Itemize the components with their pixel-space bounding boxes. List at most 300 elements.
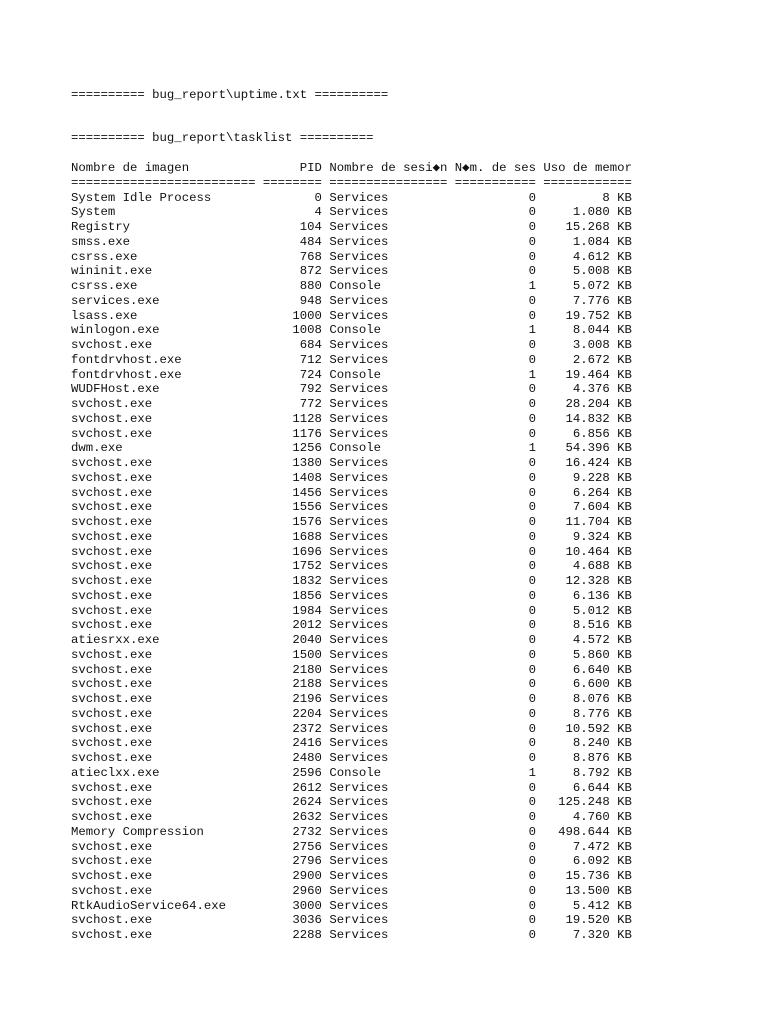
table-row xyxy=(71,766,632,781)
pid-cell: 2180 xyxy=(262,662,322,677)
memory-usage-cell: 5.012 KB xyxy=(543,603,632,618)
memory-usage-cell: 7.472 KB xyxy=(543,839,632,854)
memory-usage-cell: 8.516 KB xyxy=(543,618,632,633)
session-number-cell: 1 xyxy=(454,279,536,293)
pid-cell: 684 xyxy=(262,338,322,352)
table-row xyxy=(71,500,632,515)
image-name-cell: svchost.exe xyxy=(71,500,256,515)
table-row xyxy=(71,323,632,338)
memory-usage-cell: 19.752 KB xyxy=(543,308,632,323)
image-name-cell: svchost.exe xyxy=(71,588,256,603)
memory-usage-cell: 1.084 KB xyxy=(543,234,632,249)
uptime-section-header: ========== bug_report\uptime.txt ========== xyxy=(71,88,389,102)
session-number-cell: 0 xyxy=(454,824,536,839)
session-number-cell: 0 xyxy=(454,633,536,647)
memory-usage-cell: 6.092 KB xyxy=(543,854,632,869)
pid-cell: 880 xyxy=(262,279,322,293)
session-name-cell: Services xyxy=(329,824,448,839)
pid-cell: 792 xyxy=(262,382,322,397)
image-name-cell: svchost.exe xyxy=(71,485,256,500)
pid-cell: 2480 xyxy=(262,751,322,765)
table-separator: ========================= ======== ================ =========== ============ xyxy=(71,175,632,190)
memory-usage-cell: 16.424 KB xyxy=(543,456,632,470)
memory-usage-cell: 15.736 KB xyxy=(543,869,632,883)
image-name-cell: svchost.exe xyxy=(71,618,256,633)
image-name-cell: Memory Compression xyxy=(71,824,256,839)
pid-cell: 948 xyxy=(262,293,322,308)
session-name-cell: Services xyxy=(329,190,448,205)
session-number-cell: 0 xyxy=(454,574,536,588)
table-row xyxy=(71,840,632,855)
header-image-name-cell: Nombre de imagen xyxy=(71,161,256,175)
table-row xyxy=(71,191,632,206)
table-row xyxy=(71,279,632,294)
session-name-cell: Services xyxy=(329,736,448,751)
image-name-cell: svchost.exe xyxy=(71,706,256,721)
pid-cell: 2960 xyxy=(262,883,322,898)
table-row xyxy=(71,368,632,383)
table-row xyxy=(71,486,632,501)
image-name-cell: System Idle Process xyxy=(71,190,256,205)
session-number-cell: 0 xyxy=(454,190,536,205)
table-row xyxy=(71,589,632,604)
memory-usage-cell: 9.228 KB xyxy=(543,470,632,485)
session-name-cell: Console xyxy=(329,279,448,293)
pid-cell: 1984 xyxy=(262,603,322,618)
session-number-cell: 0 xyxy=(454,588,536,603)
session-name-cell: Services xyxy=(329,338,448,352)
memory-usage-cell: 6.600 KB xyxy=(543,677,632,692)
pid-cell: 2612 xyxy=(262,780,322,795)
table-row xyxy=(71,928,632,943)
pid-cell: 2040 xyxy=(262,633,322,647)
table-row xyxy=(71,382,632,397)
tasklist-table xyxy=(71,161,632,943)
session-name-cell: Services xyxy=(329,795,448,810)
session-name-cell: Services xyxy=(329,352,448,367)
session-name-cell: Services xyxy=(329,249,448,264)
table-row xyxy=(71,751,632,766)
pid-cell: 2012 xyxy=(262,618,322,633)
memory-usage-cell: 4.688 KB xyxy=(543,559,632,574)
pid-cell: 3000 xyxy=(262,898,322,913)
memory-usage-cell: 10.592 KB xyxy=(543,721,632,736)
session-number-cell: 0 xyxy=(454,869,536,883)
memory-usage-cell: 6.264 KB xyxy=(543,485,632,500)
session-number-cell: 0 xyxy=(454,293,536,308)
image-name-cell: System xyxy=(71,205,256,220)
session-number-cell: 0 xyxy=(454,706,536,721)
pid-cell: 1256 xyxy=(262,441,322,456)
session-name-cell: Services xyxy=(329,913,448,928)
table-row xyxy=(71,781,632,796)
image-name-cell: svchost.exe xyxy=(71,780,256,795)
pid-cell: 2596 xyxy=(262,765,322,780)
image-name-cell: svchost.exe xyxy=(71,647,256,662)
session-name-cell: Services xyxy=(329,293,448,308)
session-name-cell: Services xyxy=(329,470,448,485)
table-row xyxy=(71,899,632,914)
image-name-cell: svchost.exe xyxy=(71,662,256,677)
session-number-cell: 0 xyxy=(454,559,536,574)
memory-usage-cell: 8.076 KB xyxy=(543,692,632,706)
memory-usage-cell: 8 KB xyxy=(543,190,632,205)
session-name-cell: Services xyxy=(329,839,448,854)
session-name-cell: Services xyxy=(329,382,448,397)
session-number-cell: 0 xyxy=(454,220,536,234)
session-number-cell: 0 xyxy=(454,854,536,869)
session-name-cell: Services xyxy=(329,529,448,544)
image-name-cell: svchost.exe xyxy=(71,338,256,352)
memory-usage-cell: 7.320 KB xyxy=(543,928,632,942)
session-name-cell: Services xyxy=(329,677,448,692)
table-row xyxy=(71,427,632,442)
session-number-cell: 0 xyxy=(454,677,536,692)
image-name-cell: svchost.exe xyxy=(71,529,256,544)
session-name-cell: Services xyxy=(329,633,448,647)
session-name-cell: Services xyxy=(329,810,448,824)
pid-cell: 2372 xyxy=(262,721,322,736)
table-row xyxy=(71,294,632,309)
session-number-cell: 0 xyxy=(454,352,536,367)
pid-cell: 1500 xyxy=(262,647,322,662)
session-name-cell: Services xyxy=(329,751,448,765)
image-name-cell: svchost.exe xyxy=(71,736,256,751)
pid-cell: 4 xyxy=(262,205,322,220)
table-row xyxy=(71,825,632,840)
session-number-cell: 0 xyxy=(454,618,536,633)
table-row xyxy=(71,338,632,353)
table-row xyxy=(71,309,632,324)
pid-cell: 1000 xyxy=(262,308,322,323)
session-name-cell: Services xyxy=(329,928,448,942)
session-name-cell: Services xyxy=(329,618,448,633)
memory-usage-cell: 7.776 KB xyxy=(543,293,632,308)
image-name-cell: fontdrvhost.exe xyxy=(71,352,256,367)
pid-cell: 1696 xyxy=(262,544,322,559)
memory-usage-cell: 10.464 KB xyxy=(543,544,632,559)
table-row xyxy=(71,795,632,810)
session-number-cell: 0 xyxy=(454,913,536,928)
session-number-cell: 0 xyxy=(454,338,536,352)
image-name-cell: services.exe xyxy=(71,293,256,308)
session-name-cell: Services xyxy=(329,308,448,323)
memory-usage-cell: 28.204 KB xyxy=(543,397,632,411)
session-name-cell: Services xyxy=(329,869,448,883)
image-name-cell: svchost.exe xyxy=(71,515,256,529)
pid-cell: 1380 xyxy=(262,456,322,470)
image-name-cell: svchost.exe xyxy=(71,839,256,854)
memory-usage-cell: 2.672 KB xyxy=(543,352,632,367)
image-name-cell: svchost.exe xyxy=(71,913,256,928)
image-name-cell: RtkAudioService64.exe xyxy=(71,898,256,913)
memory-usage-cell: 6.856 KB xyxy=(543,426,632,441)
session-number-cell: 0 xyxy=(454,264,536,279)
session-name-cell: Services xyxy=(329,544,448,559)
table-row xyxy=(71,913,632,928)
pid-cell: 1176 xyxy=(262,426,322,441)
session-number-cell: 0 xyxy=(454,736,536,751)
pid-cell: 1008 xyxy=(262,323,322,338)
image-name-cell: csrss.exe xyxy=(71,279,256,293)
pid-cell: 1688 xyxy=(262,529,322,544)
memory-usage-cell: 8.876 KB xyxy=(543,751,632,765)
pid-cell: 484 xyxy=(262,234,322,249)
memory-usage-cell: 13.500 KB xyxy=(543,883,632,898)
pid-cell: 712 xyxy=(262,352,322,367)
table-header-row xyxy=(71,161,632,176)
table-row xyxy=(71,545,632,560)
header-session-name-cell: Nombre de sesi◆n xyxy=(329,161,448,175)
image-name-cell: svchost.exe xyxy=(71,397,256,411)
pid-cell: 772 xyxy=(262,397,322,411)
table-row xyxy=(71,648,632,663)
session-name-cell: Services xyxy=(329,647,448,662)
pid-cell: 2624 xyxy=(262,795,322,810)
pid-cell: 2732 xyxy=(262,824,322,839)
session-number-cell: 0 xyxy=(454,780,536,795)
image-name-cell: svchost.exe xyxy=(71,692,256,706)
session-number-cell: 0 xyxy=(454,721,536,736)
session-name-cell: Services xyxy=(329,205,448,220)
table-row xyxy=(71,574,632,589)
pid-cell: 1128 xyxy=(262,411,322,426)
session-number-cell: 0 xyxy=(454,898,536,913)
table-row xyxy=(71,677,632,692)
table-row xyxy=(71,515,632,530)
session-number-cell: 0 xyxy=(454,308,536,323)
table-row xyxy=(71,264,632,279)
image-name-cell: svchost.exe xyxy=(71,456,256,470)
pid-cell: 2196 xyxy=(262,692,322,706)
table-row xyxy=(71,692,632,707)
session-number-cell: 0 xyxy=(454,234,536,249)
session-name-cell: Services xyxy=(329,574,448,588)
session-number-cell: 0 xyxy=(454,456,536,470)
memory-usage-cell: 6.644 KB xyxy=(543,780,632,795)
session-name-cell: Services xyxy=(329,721,448,736)
pid-cell: 2900 xyxy=(262,869,322,883)
session-number-cell: 1 xyxy=(454,765,536,780)
table-row xyxy=(71,397,632,412)
pid-cell: 768 xyxy=(262,249,322,264)
session-name-cell: Services xyxy=(329,220,448,234)
session-name-cell: Services xyxy=(329,426,448,441)
memory-usage-cell: 54.396 KB xyxy=(543,441,632,456)
session-name-cell: Services xyxy=(329,883,448,898)
table-row xyxy=(71,618,632,633)
memory-usage-cell: 11.704 KB xyxy=(543,515,632,529)
memory-usage-cell: 7.604 KB xyxy=(543,500,632,515)
session-number-cell: 0 xyxy=(454,647,536,662)
table-row xyxy=(71,235,632,250)
image-name-cell: svchost.exe xyxy=(71,928,256,942)
memory-usage-cell: 5.072 KB xyxy=(543,279,632,293)
image-name-cell: svchost.exe xyxy=(71,559,256,574)
session-name-cell: Services xyxy=(329,264,448,279)
table-row xyxy=(71,810,632,825)
memory-usage-cell: 5.860 KB xyxy=(543,647,632,662)
session-number-cell: 0 xyxy=(454,470,536,485)
session-name-cell: Console xyxy=(329,765,448,780)
session-name-cell: Services xyxy=(329,588,448,603)
table-row xyxy=(71,707,632,722)
image-name-cell: svchost.exe xyxy=(71,854,256,869)
session-name-cell: Services xyxy=(329,662,448,677)
image-name-cell: atiesrxx.exe xyxy=(71,633,256,647)
image-name-cell: svchost.exe xyxy=(71,810,256,824)
session-number-cell: 0 xyxy=(454,692,536,706)
session-name-cell: Services xyxy=(329,456,448,470)
pid-cell: 2756 xyxy=(262,839,322,854)
session-name-cell: Services xyxy=(329,706,448,721)
pid-cell: 1856 xyxy=(262,588,322,603)
table-row xyxy=(71,353,632,368)
session-name-cell: Services xyxy=(329,515,448,529)
session-name-cell: Services xyxy=(329,898,448,913)
memory-usage-cell: 9.324 KB xyxy=(543,529,632,544)
image-name-cell: Registry xyxy=(71,220,256,234)
session-name-cell: Services xyxy=(329,603,448,618)
session-name-cell: Services xyxy=(329,780,448,795)
session-number-cell: 0 xyxy=(454,795,536,810)
image-name-cell: WUDFHost.exe xyxy=(71,382,256,397)
pid-cell: 724 xyxy=(262,367,322,382)
session-number-cell: 0 xyxy=(454,662,536,677)
pid-cell: 2188 xyxy=(262,677,322,692)
image-name-cell: svchost.exe xyxy=(71,544,256,559)
image-name-cell: winlogon.exe xyxy=(71,323,256,338)
table-row xyxy=(71,456,632,471)
memory-usage-cell: 498.644 KB xyxy=(543,824,632,839)
session-name-cell: Services xyxy=(329,234,448,249)
pid-cell: 872 xyxy=(262,264,322,279)
memory-usage-cell: 4.376 KB xyxy=(543,382,632,397)
session-number-cell: 0 xyxy=(454,515,536,529)
header-memory-usage-cell: Uso de memor xyxy=(543,161,632,175)
header-session-number-cell: N◆m. de ses xyxy=(454,161,536,175)
memory-usage-cell: 4.760 KB xyxy=(543,810,632,824)
memory-usage-cell: 8.792 KB xyxy=(543,765,632,780)
memory-usage-cell: 4.612 KB xyxy=(543,249,632,264)
memory-usage-cell: 19.464 KB xyxy=(543,367,632,382)
memory-usage-cell: 8.044 KB xyxy=(543,323,632,338)
memory-usage-cell: 5.008 KB xyxy=(543,264,632,279)
image-name-cell: svchost.exe xyxy=(71,795,256,810)
image-name-cell: lsass.exe xyxy=(71,308,256,323)
session-name-cell: Console xyxy=(329,441,448,456)
session-number-cell: 0 xyxy=(454,500,536,515)
table-row xyxy=(71,250,632,265)
image-name-cell: wininit.exe xyxy=(71,264,256,279)
session-name-cell: Services xyxy=(329,485,448,500)
memory-usage-cell: 4.572 KB xyxy=(543,633,632,647)
table-row xyxy=(71,633,632,648)
image-name-cell: svchost.exe xyxy=(71,677,256,692)
table-row xyxy=(71,412,632,427)
table-row xyxy=(71,869,632,884)
session-number-cell: 0 xyxy=(454,883,536,898)
session-number-cell: 0 xyxy=(454,529,536,544)
memory-usage-cell: 5.412 KB xyxy=(543,898,632,913)
pid-cell: 0 xyxy=(262,190,322,205)
image-name-cell: svchost.exe xyxy=(71,869,256,883)
image-name-cell: svchost.exe xyxy=(71,574,256,588)
session-number-cell: 0 xyxy=(454,426,536,441)
image-name-cell: smss.exe xyxy=(71,234,256,249)
memory-usage-cell: 15.268 KB xyxy=(543,220,632,234)
table-row xyxy=(71,604,632,619)
table-row xyxy=(71,530,632,545)
memory-usage-cell: 19.520 KB xyxy=(543,913,632,928)
image-name-cell: svchost.exe xyxy=(71,411,256,426)
header-pid-cell: PID xyxy=(262,161,322,175)
table-row xyxy=(71,559,632,574)
session-number-cell: 0 xyxy=(454,397,536,411)
image-name-cell: dwm.exe xyxy=(71,441,256,456)
pid-cell: 1576 xyxy=(262,515,322,529)
pid-cell: 3036 xyxy=(262,913,322,928)
memory-usage-cell: 12.328 KB xyxy=(543,574,632,588)
session-name-cell: Services xyxy=(329,559,448,574)
table-row xyxy=(71,471,632,486)
pid-cell: 2416 xyxy=(262,736,322,751)
memory-usage-cell: 6.640 KB xyxy=(543,662,632,677)
session-number-cell: 1 xyxy=(454,441,536,456)
session-name-cell: Services xyxy=(329,854,448,869)
image-name-cell: svchost.exe xyxy=(71,751,256,765)
session-name-cell: Services xyxy=(329,397,448,411)
memory-usage-cell: 125.248 KB xyxy=(543,795,632,810)
session-number-cell: 0 xyxy=(454,603,536,618)
table-row xyxy=(71,854,632,869)
session-number-cell: 0 xyxy=(454,544,536,559)
image-name-cell: svchost.exe xyxy=(71,883,256,898)
session-number-cell: 0 xyxy=(454,810,536,824)
memory-usage-cell: 6.136 KB xyxy=(543,588,632,603)
image-name-cell: csrss.exe xyxy=(71,249,256,264)
pid-cell: 2796 xyxy=(262,854,322,869)
table-row xyxy=(71,205,632,220)
pid-cell: 1832 xyxy=(262,574,322,588)
session-number-cell: 0 xyxy=(454,205,536,220)
session-number-cell: 0 xyxy=(454,485,536,500)
pid-cell: 104 xyxy=(262,220,322,234)
session-number-cell: 0 xyxy=(454,411,536,426)
session-name-cell: Services xyxy=(329,411,448,426)
memory-usage-cell: 8.776 KB xyxy=(543,706,632,721)
table-row xyxy=(71,220,632,235)
table-row xyxy=(71,663,632,678)
session-number-cell: 0 xyxy=(454,928,536,942)
image-name-cell: svchost.exe xyxy=(71,470,256,485)
table-row xyxy=(71,441,632,456)
image-name-cell: svchost.exe xyxy=(71,426,256,441)
session-number-cell: 0 xyxy=(454,839,536,854)
memory-usage-cell: 8.240 KB xyxy=(543,736,632,751)
table-row xyxy=(71,736,632,751)
tasklist-section-header: ========== bug_report\tasklist ========== xyxy=(71,131,374,145)
image-name-cell: svchost.exe xyxy=(71,603,256,618)
pid-cell: 1456 xyxy=(262,485,322,500)
image-name-cell: atieclxx.exe xyxy=(71,765,256,780)
session-name-cell: Console xyxy=(329,323,448,338)
pid-cell: 1556 xyxy=(262,500,322,515)
session-number-cell: 0 xyxy=(454,382,536,397)
image-name-cell: fontdrvhost.exe xyxy=(71,367,256,382)
session-name-cell: Services xyxy=(329,692,448,706)
memory-usage-cell: 1.080 KB xyxy=(543,205,632,220)
